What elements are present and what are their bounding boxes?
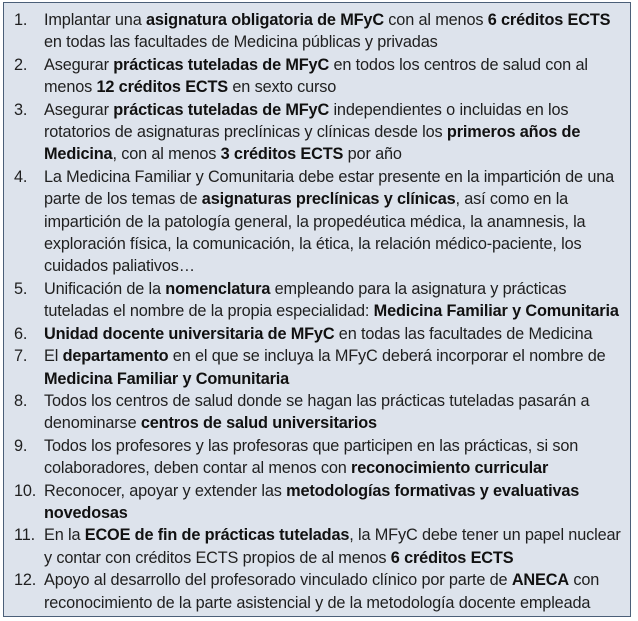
body-text: en todas las facultades de Medicina públicas y privadas (44, 33, 438, 52)
list-item (14, 99, 622, 166)
item-text (44, 569, 622, 614)
list-item (14, 480, 622, 525)
body-text: Reconocer, apoyar y extender las (44, 481, 287, 500)
emphasis-text: centros de salud universitarios (140, 414, 377, 433)
item-number: 10. (14, 481, 37, 500)
body-text: en todos los centros de salud con al menos (44, 55, 588, 97)
list-item (14, 54, 622, 99)
item-number: 11. (14, 526, 35, 545)
body-text: La Medicina Familiar y Comunitaria debe estar presente en la impartición de una parte de los temas de (44, 167, 615, 209)
body-text: , así como en la impartición de la patología general, la propedéutica médica, la anamnesis, la exploración física, la comunicación, la ética, la relación médico-paciente, los cuidados paliativos… (44, 190, 586, 276)
emphasis-text: 3 créditos ECTS (220, 145, 344, 164)
item-number: 12. (14, 571, 37, 590)
emphasis-text: Unidad docente universitaria de MFyC (44, 324, 335, 343)
list-item (14, 278, 622, 323)
body-text: Todos los centros de salud donde se hagan las prácticas tuteladas pasarán a denominarse (44, 391, 590, 433)
emphasis-text: prácticas tuteladas de MFyC (113, 100, 330, 119)
emphasis-text: ECOE de fin de prácticas tuteladas (84, 526, 350, 545)
item-text (44, 390, 622, 435)
recommendations-list (14, 9, 622, 614)
body-text: Apoyo al desarrollo del profesorado vinculado clínico por parte de (44, 571, 512, 590)
body-text: en todas las facultades de Medicina (334, 324, 593, 343)
emphasis-text: departamento (62, 347, 169, 366)
emphasis-text: 6 créditos ECTS (487, 11, 611, 29)
item-text (44, 166, 622, 278)
emphasis-text: ANECA (511, 571, 569, 590)
body-text: , con al menos (112, 145, 221, 164)
body-text: Todos los profesores y las profesoras que participen en las prácticas, si son colaboradores, deben contar al menos con (44, 436, 579, 478)
emphasis-text: primeros años de Medicina (44, 123, 581, 164)
emphasis-text: asignaturas preclínicas y clínicas (201, 190, 456, 209)
item-text (44, 480, 622, 525)
item-number: 1. (14, 11, 28, 29)
list-item (14, 390, 622, 435)
list-item (14, 9, 622, 54)
emphasis-text: metodologías formativas y evaluativas novedosas (44, 481, 580, 522)
body-text: independientes o incluidas en los rotatorios de asignaturas preclínicas y clínicas desde los (44, 100, 569, 142)
item-number: 8. (14, 391, 28, 410)
item-number: 4. (14, 167, 28, 186)
item-text (44, 435, 622, 480)
item-number: 3. (14, 100, 28, 119)
emphasis-text: reconocimiento curricular (351, 459, 549, 478)
item-number: 7. (14, 347, 28, 366)
item-number: 2. (14, 55, 28, 74)
item-number: 9. (14, 436, 28, 455)
emphasis-text: asignatura obligatoria de MFyC (145, 11, 384, 29)
body-text: empleando para la asignatura y prácticas tuteladas el nombre de la propia especialidad: (44, 279, 567, 321)
item-number: 6. (14, 324, 28, 343)
emphasis-text: Medicina Familiar y Comunitaria (44, 369, 290, 388)
body-text: por año (343, 145, 402, 164)
list-item (14, 569, 622, 614)
emphasis-text: 6 créditos ECTS (390, 548, 514, 567)
emphasis-text: 12 créditos ECTS (96, 78, 229, 97)
list-item (14, 524, 622, 569)
emphasis-text: prácticas tuteladas de MFyC (113, 55, 330, 74)
body-text: con al menos (383, 11, 488, 29)
body-text: Asegurar (44, 100, 114, 119)
body-text: en el que se incluya la MFyC deberá incorporar el nombre de (168, 347, 606, 366)
item-text (44, 54, 622, 99)
item-text (44, 524, 622, 569)
item-number: 5. (14, 279, 28, 298)
item-text (44, 323, 622, 345)
body-text: en sexto curso (228, 78, 337, 97)
list-item (14, 323, 622, 345)
item-text (44, 9, 622, 54)
body-text: Implantar una (44, 11, 146, 29)
list-item (14, 345, 622, 390)
body-text: Asegurar (44, 55, 114, 74)
item-text (44, 278, 622, 323)
body-text: Unificación de la (44, 279, 166, 298)
emphasis-text: Medicina Familiar y Comunitaria (373, 302, 619, 321)
body-text: con reconocimiento de la parte asistencial y de la metodología docente empleada (44, 571, 600, 612)
body-text: , la MFyC debe tener un papel nuclear y contar con créditos ECTS propios de al menos (44, 526, 621, 567)
body-text: En la (44, 526, 85, 545)
emphasis-text: nomenclatura (165, 279, 271, 298)
recommendations-box (3, 2, 631, 617)
body-text: El (44, 347, 63, 366)
list-item (14, 166, 622, 278)
list-item (14, 435, 622, 480)
item-text (44, 99, 622, 166)
item-text (44, 345, 622, 390)
